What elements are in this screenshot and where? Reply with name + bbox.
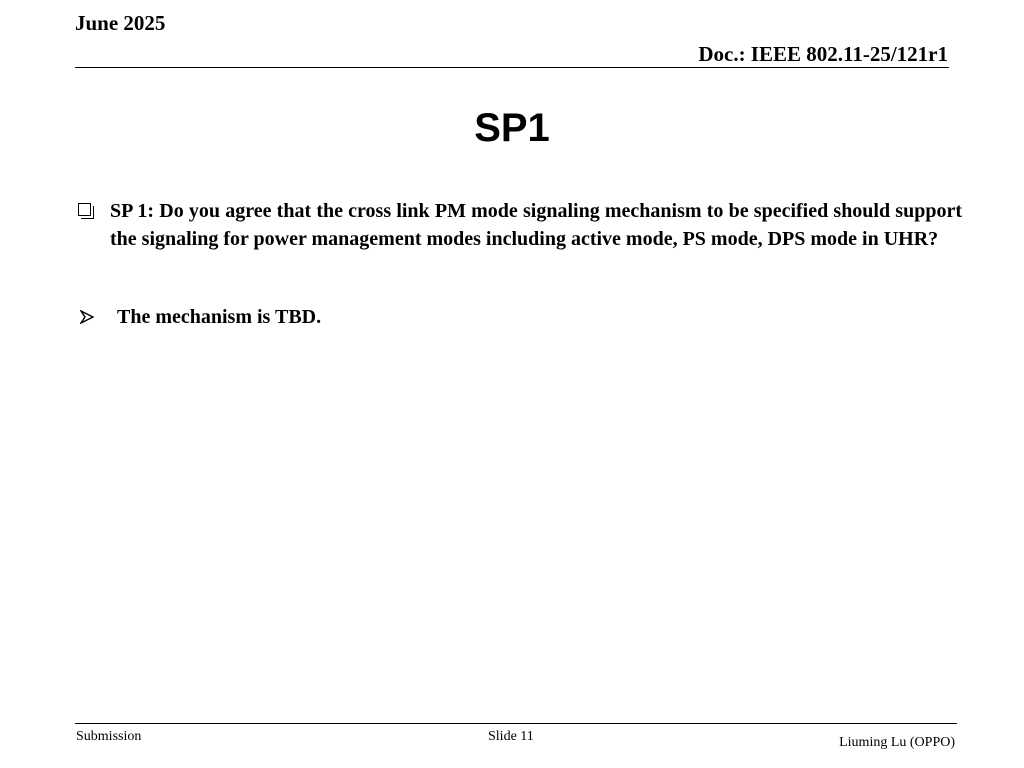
slide-title: SP1 bbox=[474, 106, 550, 150]
straw-poll-bullet bbox=[78, 197, 962, 253]
straw-poll-question: SP 1: Do you agree that the cross link PM mode signaling mechanism to be specified should support the signaling for power management modes including active mode, PS mode, DPS mode in UHR? bbox=[110, 200, 962, 250]
footer-author: Liuming Lu (OPPO) bbox=[839, 735, 955, 750]
header-date: June 2025 bbox=[75, 11, 166, 35]
footer-divider bbox=[75, 723, 957, 724]
sub-bullet-text: The mechanism is TBD. bbox=[117, 306, 322, 328]
square-checkbox-bullet-icon bbox=[78, 203, 91, 216]
header-document-id: Doc.: IEEE 802.11-25/121r1 bbox=[698, 42, 948, 66]
footer-submission: Submission bbox=[76, 729, 142, 744]
footer-slide-number: Slide 11 bbox=[488, 729, 534, 744]
sub-bullet bbox=[80, 303, 880, 331]
arrowhead-bullet-icon bbox=[80, 310, 94, 324]
header-divider bbox=[75, 67, 949, 68]
